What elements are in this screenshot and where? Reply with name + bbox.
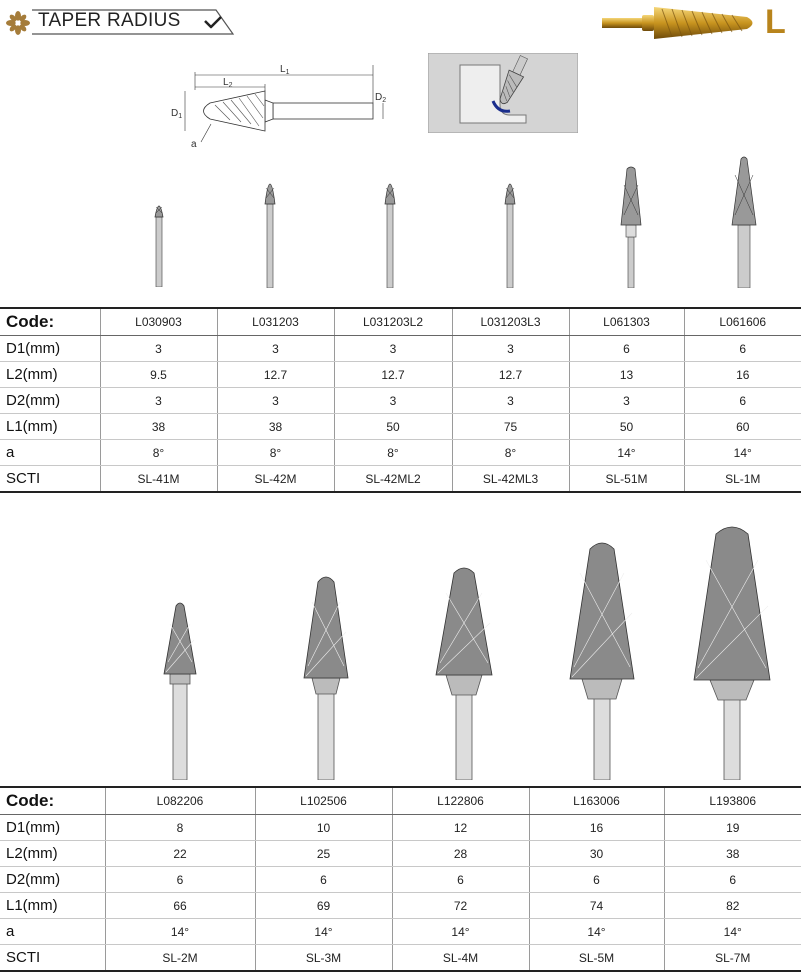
tool-image-l163006 [566,537,638,780]
table-row-d2 [0,388,801,414]
table-cell: 16 [684,362,801,388]
code-cell: L163006 [529,787,664,815]
table-cell: 16 [529,815,664,841]
table-row-d1 [0,336,801,362]
label-l1: $L_1$ [280,64,290,76]
code-cell: L193806 [664,787,801,815]
flower-logo-icon [6,11,30,35]
table-cell: 6 [255,867,392,893]
spec-table-bottom [0,786,801,972]
tool-image-l102506 [300,572,352,780]
code-cell: L031203L2 [334,308,452,336]
gold-burr-photo [602,3,762,43]
tool-image-l193806 [690,520,774,780]
table-cell: 8° [217,440,334,466]
table-cell: 6 [105,867,255,893]
code-cell: L061303 [569,308,684,336]
table-cell: 38 [100,414,217,440]
table-cell: 14° [255,919,392,945]
table-cell: 14° [529,919,664,945]
row-label-l1: L1(mm) [0,414,100,440]
table-cell: 3 [452,336,569,362]
spec-table-top [0,307,801,493]
table-cell: 12.7 [452,362,569,388]
table-cell: SL-4M [392,945,529,972]
tool-image-l031203 [258,164,282,288]
row-label-d1: D1(mm) [0,336,100,362]
label-d2: $D_2$ [375,92,387,104]
table-cell: 8° [334,440,452,466]
table-row-d2 [0,867,801,893]
table-cell: 38 [664,841,801,867]
table-cell: 10 [255,815,392,841]
table-cell: 9.5 [100,362,217,388]
table-cell: SL-42M [217,466,334,493]
tool-image-l030903 [148,195,170,287]
table-cell: SL-2M [105,945,255,972]
row-label-a: a [0,440,100,466]
code-cell: L122806 [392,787,529,815]
table-row-a [0,919,801,945]
table-cell: SL-42ML2 [334,466,452,493]
table-cell: 74 [529,893,664,919]
table-cell: SL-51M [569,466,684,493]
table-row-l2 [0,362,801,388]
table-cell: SL-1M [684,466,801,493]
table-cell: 14° [569,440,684,466]
table-cell: 50 [569,414,684,440]
table-cell: 3 [334,388,452,414]
label-l2: $L_2$ [223,77,233,89]
row-label-a: a [0,919,105,945]
table-row-scti [0,945,801,972]
tool-image-l082206 [160,600,200,780]
row-label-l2: L2(mm) [0,362,100,388]
table-cell: 3 [100,388,217,414]
table-cell: 25 [255,841,392,867]
table-cell: 72 [392,893,529,919]
table-row-code [0,308,801,336]
row-label-code: Code: [0,787,105,815]
code-cell: L082206 [105,787,255,815]
code-cell: L031203 [217,308,334,336]
code-cell: L102506 [255,787,392,815]
dimension-diagram [165,60,395,155]
code-cell: L030903 [100,308,217,336]
checkmark-icon [205,17,221,27]
code-cell: L061606 [684,308,801,336]
table-cell: 66 [105,893,255,919]
table-cell: 82 [664,893,801,919]
table-cell: 38 [217,414,334,440]
table-row-l1 [0,893,801,919]
table-cell: 8° [100,440,217,466]
table-row-d1 [0,815,801,841]
code-cell: L031203L3 [452,308,569,336]
page-title: TAPER RADIUS [38,10,181,31]
label-a: a [191,139,197,150]
table-cell: 50 [334,414,452,440]
table-cell: 6 [569,336,684,362]
table-cell: SL-42ML3 [452,466,569,493]
row-label-scti: SCTI [0,466,100,493]
table-cell: 14° [392,919,529,945]
table-cell: 14° [684,440,801,466]
table-cell: SL-7M [664,945,801,972]
row-label-d2: D2(mm) [0,867,105,893]
table-cell: 19 [664,815,801,841]
tool-image-l122806 [432,563,496,780]
tool-image-l031203l2 [378,164,402,288]
row-label-l2: L2(mm) [0,841,105,867]
table-cell: 6 [684,388,801,414]
table-cell: 14° [105,919,255,945]
table-cell: 3 [100,336,217,362]
row-label-l1: L1(mm) [0,893,105,919]
table-cell: SL-41M [100,466,217,493]
table-cell: 12.7 [334,362,452,388]
table-row-scti [0,466,801,493]
table-cell: 14° [664,919,801,945]
table-cell: 6 [684,336,801,362]
table-cell: 12.7 [217,362,334,388]
table-cell: 3 [334,336,452,362]
table-cell: 69 [255,893,392,919]
table-row-a [0,440,801,466]
table-cell: 60 [684,414,801,440]
table-cell: 75 [452,414,569,440]
row-label-code: Code: [0,308,100,336]
table-cell: 6 [664,867,801,893]
table-cell: 8° [452,440,569,466]
table-row-code [0,787,801,815]
row-label-d1: D1(mm) [0,815,105,841]
tool-image-l031203l3 [498,164,522,288]
row-label-d2: D2(mm) [0,388,100,414]
table-cell: 6 [392,867,529,893]
table-cell: 3 [452,388,569,414]
cutting-illustration [428,53,578,133]
table-cell: 8 [105,815,255,841]
table-cell: SL-3M [255,945,392,972]
series-letter: L [765,3,786,41]
table-cell: 6 [529,867,664,893]
tool-image-l061303 [616,165,646,288]
table-cell: 12 [392,815,529,841]
table-cell: 3 [217,336,334,362]
tool-image-l061606 [728,155,760,288]
label-d1: $D_1$ [171,108,183,120]
table-cell: 13 [569,362,684,388]
table-row-l2 [0,841,801,867]
row-label-scti: SCTI [0,945,105,972]
table-cell: SL-5M [529,945,664,972]
table-cell: 3 [569,388,684,414]
table-row-l1 [0,414,801,440]
table-cell: 30 [529,841,664,867]
table-cell: 3 [217,388,334,414]
table-cell: 22 [105,841,255,867]
table-cell: 28 [392,841,529,867]
